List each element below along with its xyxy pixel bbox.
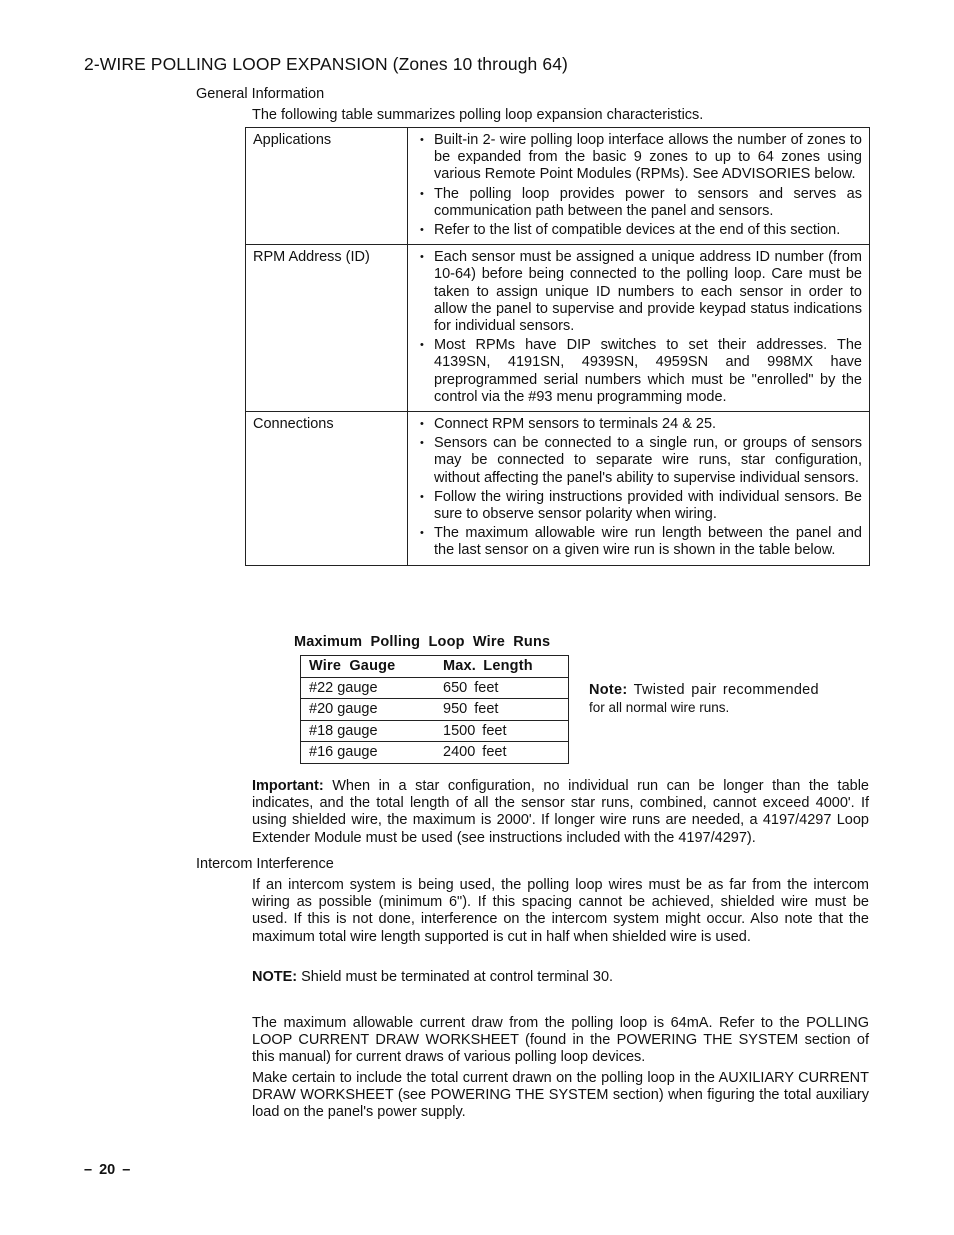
row-label: Connections — [246, 412, 408, 566]
intercom-note-text: Shield must be terminated at control terminal 30. — [297, 969, 614, 985]
bullet-list — [415, 416, 862, 560]
wire-gauge-cell: #18 gauge — [301, 720, 434, 742]
page-heading: 2-WIRE POLLING LOOP EXPANSION (Zones 10 through 64) — [84, 54, 568, 74]
current-draw-paragraph: The maximum allowable current draw from the polling loop is 64mA. Refer to the POLLING LOOP CURRENT DRAW WORKSHEET (found in the POWERING THE SYSTEM section of this manual) for current draws of various polling loop devices. — [252, 1015, 869, 1066]
bullet-item: • Refer to the list of compatible devices at the end of this section. — [415, 222, 862, 239]
row-details — [408, 412, 870, 566]
max-length-cell: 950 feet — [433, 699, 569, 721]
bullet-item: • Built-in 2- wire polling loop interface allows the number of zones to be expanded from the basic 9 zones to up to 64 zones using various Remote Point Modules (RPMs). See ADVISORIES below. — [415, 132, 862, 184]
intercom-note-label: NOTE: — [252, 969, 298, 985]
wire-runs-body — [301, 677, 569, 763]
table-row — [246, 412, 870, 566]
page-number: – 20 – — [84, 1162, 131, 1178]
intercom-title: Intercom Interference — [196, 856, 334, 872]
wire-note — [589, 681, 859, 717]
bullet-item: • Connect RPM sensors to terminals 24 & 25. — [415, 416, 862, 433]
important-text: When in a star configuration, no individual run can be longer than the table indicates, and the total length of all the sensor star runs, combined, cannot exceed 4000'. If using shielded wire, the maximum is 2000'. If longer wire runs are needed, a 4197/4297 Loop Extender Module must be used (see instructions included with the 4197/4297). — [252, 778, 869, 846]
wire-gauge-cell: #16 gauge — [301, 742, 434, 764]
note-line2: for all normal wire runs. — [589, 700, 730, 715]
max-length-header: Max. Length — [433, 656, 569, 678]
auxiliary-draw-paragraph: Make certain to include the total current drawn on the polling loop in the AUXILIARY CURRENT DRAW WORKSHEET (see POWERING THE SYSTEM section) when figuring the total auxiliary load on the panel's power supply. — [252, 1070, 869, 1121]
wire-runs-table — [300, 655, 569, 764]
wire-row — [301, 742, 569, 764]
bullet-list — [415, 249, 862, 406]
note-label: Note: — [589, 682, 628, 698]
table-row — [246, 245, 870, 412]
bullet-item: • Each sensor must be assigned a unique address ID number (from 10-64) before being connected to the polling loop. Care must be taken to assign unique ID numbers to each sensor in order to allow the panel to supervise and provide keypad status indications for individual sensors. — [415, 249, 862, 335]
row-label: Applications — [246, 128, 408, 245]
note-line1: Twisted pair recommended — [627, 682, 819, 698]
wire-row — [301, 720, 569, 742]
wire-row — [301, 677, 569, 699]
row-label: RPM Address (ID) — [246, 245, 408, 412]
bullet-item: • Most RPMs have DIP switches to set their addresses. The 4139SN, 4191SN, 4939SN, 4959SN and 998MX have preprogrammed serial numbers which must be "enrolled" by the control via the #93 menu programming mode. — [415, 337, 862, 406]
row-details — [408, 245, 870, 412]
bullet-item: • Sensors can be connected to a single run, or groups of sensors may be connected to separate wire runs, star configuration, without affecting the panel's ability to supervise individual sensors. — [415, 435, 862, 487]
bullet-item: • The maximum allowable wire run length between the panel and the last sensor on a given wire run is shown in the table below. — [415, 525, 862, 559]
max-length-cell: 1500 feet — [433, 720, 569, 742]
intercom-paragraph: If an intercom system is being used, the polling loop wires must be as far from the intercom wiring as possible (minimum 6"). If this spacing cannot be achieved, shielded wire must be used. If this is not done, interference on the intercom system might occur. Also note that the maximum total wire length supported is cut in half when shielded wire is used. — [252, 877, 869, 945]
bullet-list — [415, 132, 862, 239]
characteristics-table-body — [246, 128, 870, 566]
max-length-cell: 2400 feet — [433, 742, 569, 764]
intercom-note — [252, 969, 869, 986]
row-details — [408, 128, 870, 245]
wire-row — [301, 699, 569, 721]
important-paragraph — [252, 778, 869, 847]
general-info-title: General Information — [196, 86, 325, 102]
table-row — [246, 128, 870, 245]
important-label: Important: — [252, 778, 324, 794]
max-length-cell: 650 feet — [433, 677, 569, 699]
bullet-item: • The polling loop provides power to sensors and serves as communication path between the panel and sensors. — [415, 186, 862, 220]
wire-runs-title: Maximum Polling Loop Wire Runs — [294, 634, 551, 650]
wire-gauge-cell: #22 gauge — [301, 677, 434, 699]
general-info-intro: The following table summarizes polling loop expansion characteristics. — [252, 107, 704, 123]
wire-gauge-header: Wire Gauge — [301, 656, 434, 678]
characteristics-table — [245, 127, 870, 566]
wire-gauge-cell: #20 gauge — [301, 699, 434, 721]
bullet-item: • Follow the wiring instructions provided with individual sensors. Be sure to observe sensor polarity when wiring. — [415, 489, 862, 523]
wire-runs-header-row — [301, 656, 569, 678]
